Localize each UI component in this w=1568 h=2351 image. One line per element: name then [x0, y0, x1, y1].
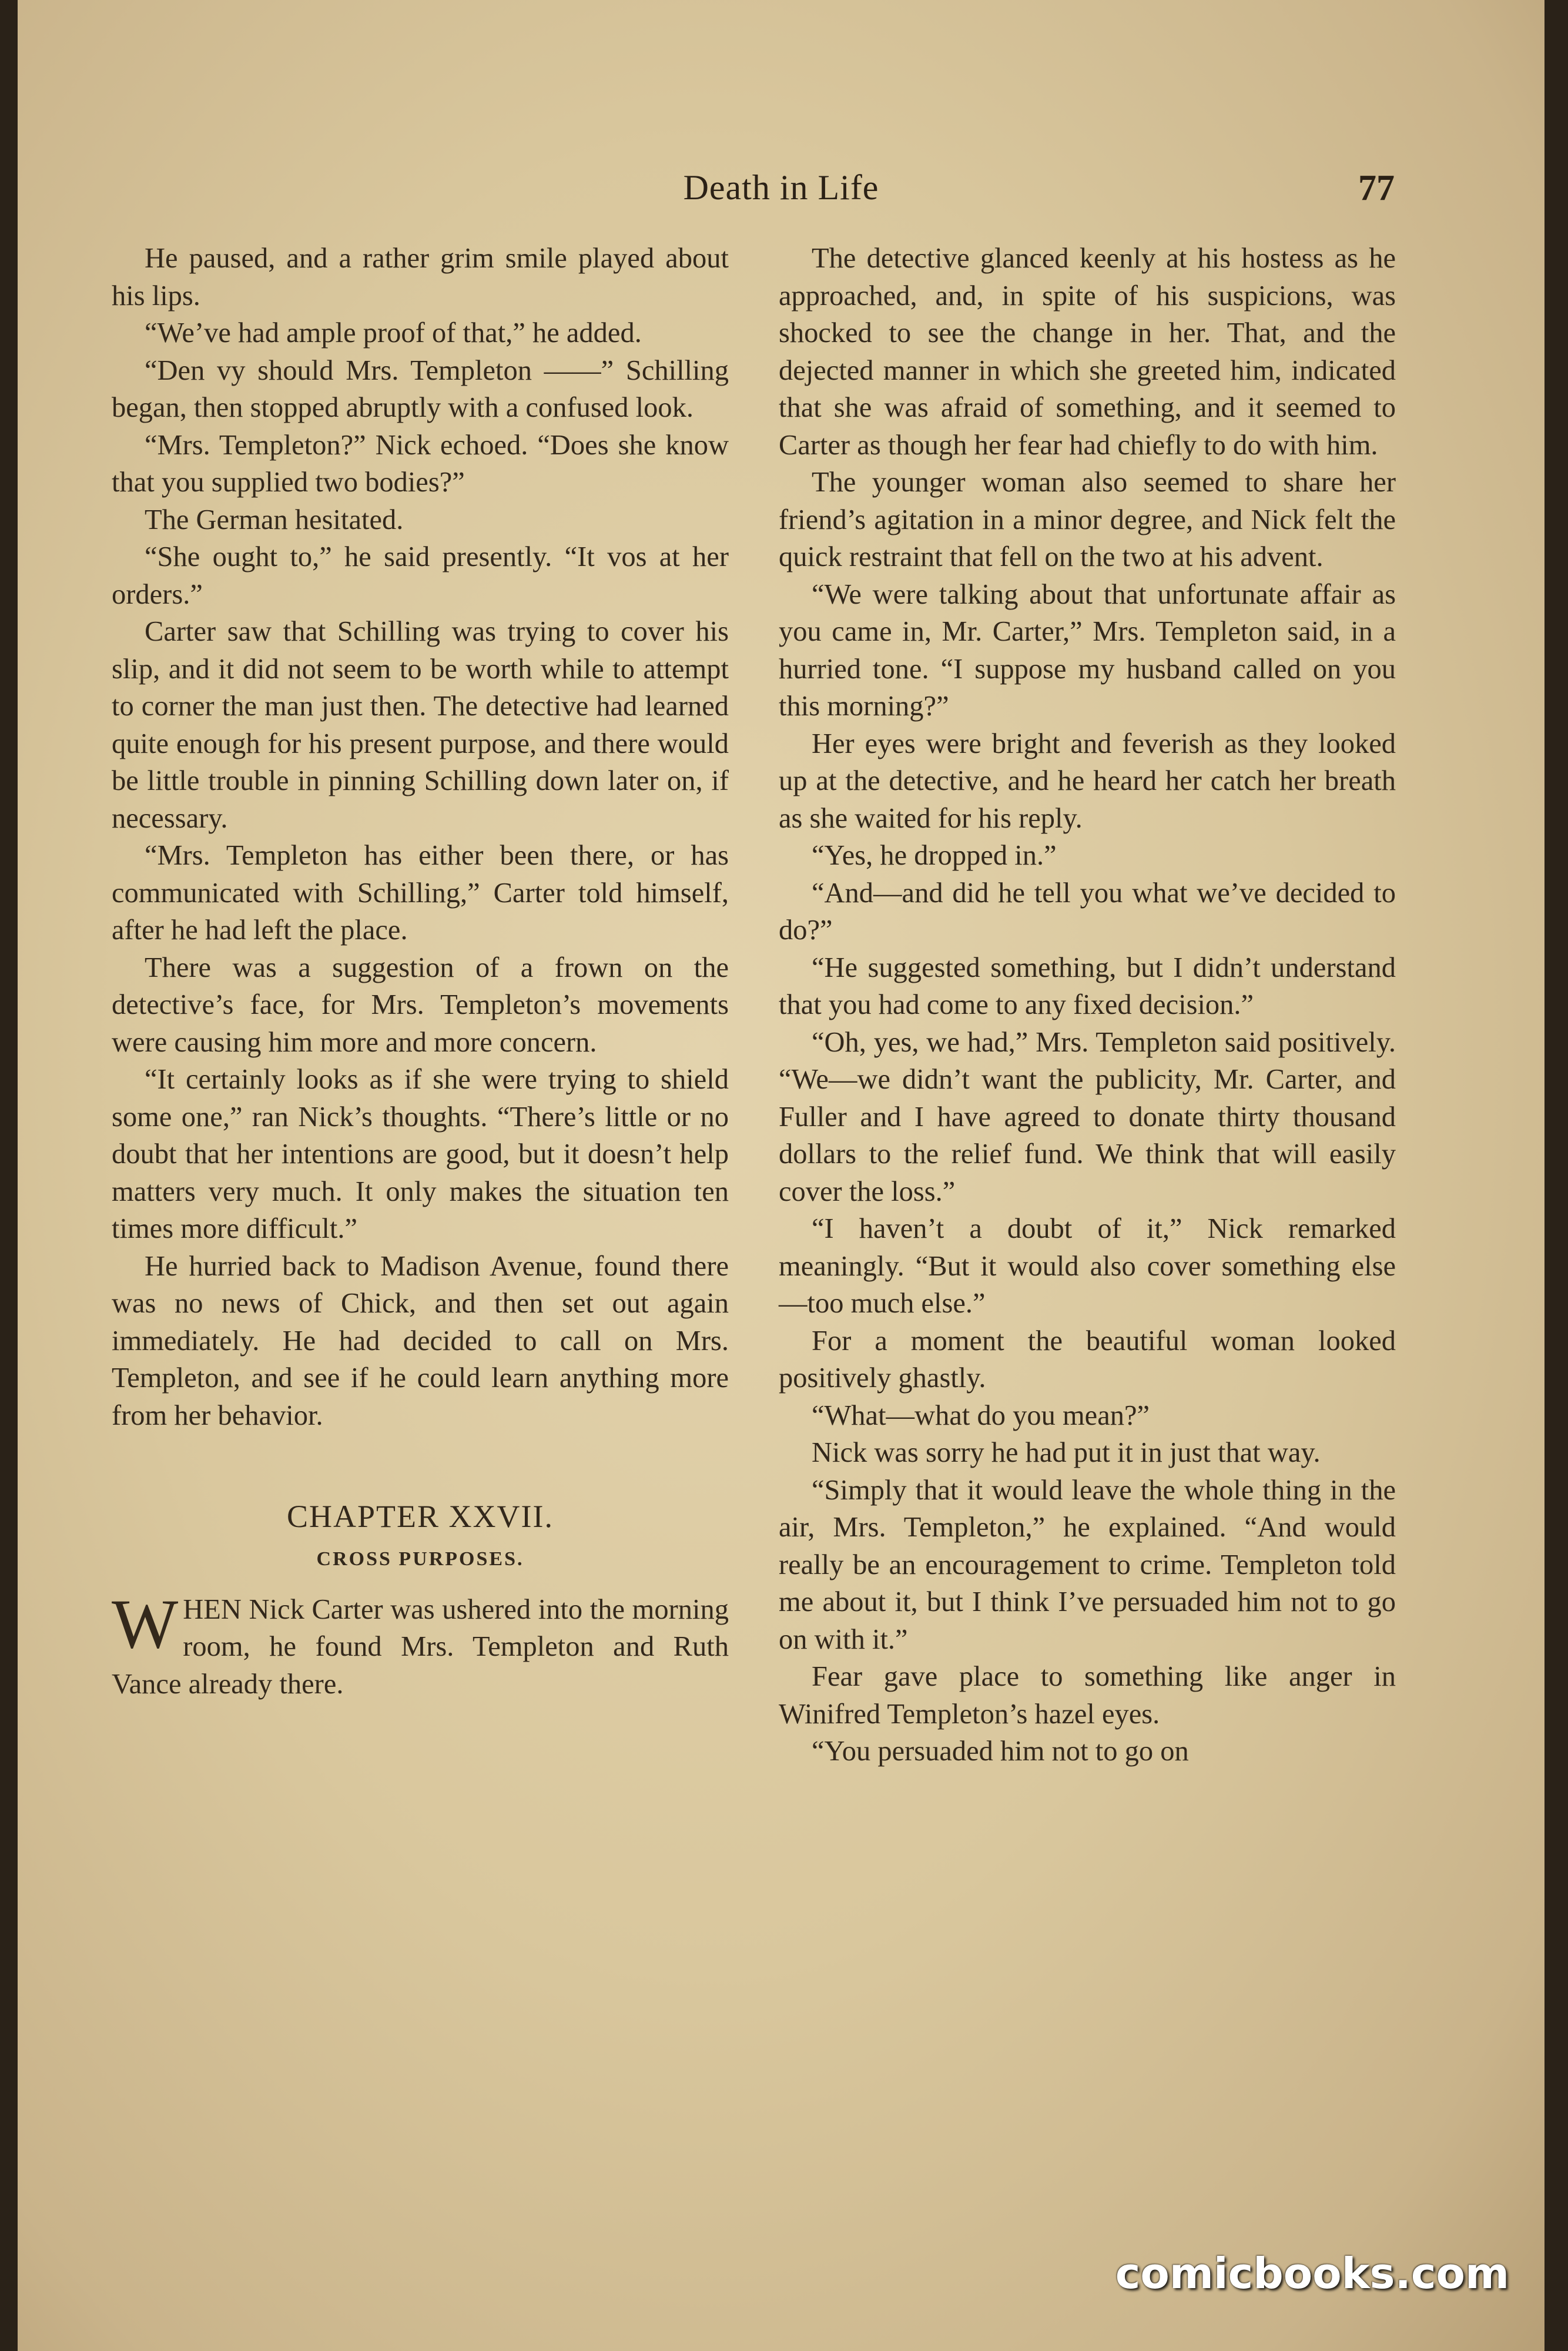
- left-column: [112, 240, 729, 1703]
- paragraph: “Yes, he dropped in.”: [812, 840, 1057, 871]
- paragraph: He hurried back to Madison Avenue, found there was no news of Chick, and then set out again immediately. He had decided to call on Mrs. Templeton, and see if he could learn anything more from her behavior.: [112, 1250, 729, 1431]
- paragraph: He paused, and a rather grim smile played about his lips.: [112, 243, 729, 312]
- paragraph: “I haven’t a doubt of it,” Nick remarked meaningly. “But it would also cover something else—too much else.”: [779, 1213, 1396, 1319]
- paragraph: The detective glanced keenly at his hostess as he approached, and, in spite of his suspicions, was shocked to see the change in her. That, and the dejected manner in which she greeted him, indicated that she was afraid of something, and it seemed to Carter as though her fear had chiefly to do with him.: [779, 243, 1396, 461]
- page-number: 77: [1358, 168, 1395, 208]
- drop-cap: W: [112, 1584, 179, 1663]
- paragraph: “It certainly looks as if she were trying to shield some one,” ran Nick’s thoughts. “There’s little or no doubt that her intentions are good, but it doesn’t help matters very much. It only makes the situation ten times more difficult.”: [112, 1064, 729, 1244]
- paragraph: Nick was sorry he had put it in just that way.: [812, 1437, 1321, 1468]
- running-title: Death in Life: [683, 168, 879, 207]
- paragraph: “We’ve had ample proof of that,” he added.: [145, 317, 642, 349]
- paragraph: “Mrs. Templeton?” Nick echoed. “Does she know that you supplied two bodies?”: [112, 429, 729, 498]
- paragraph: “Oh, yes, we had,” Mrs. Templeton said positively. “We—we didn’t want the publicity, Mr. Carter, and Fuller and I have agreed to donate thirty thousand dollars to the relief fund. We think that will easily cover the loss.”: [779, 1026, 1396, 1207]
- paragraph: “You persuaded him not to go on: [812, 1736, 1189, 1767]
- paragraph: “She ought to,” he said presently. “It vos at her orders.”: [112, 541, 729, 610]
- paragraph: Carter saw that Schilling was trying to cover his slip, and it did not seem to be worth while to attempt to corner the man just then. The detective had learned quite enough for his present purpose, and there would be little trouble in pinning Schilling down later on, if necessary.: [112, 616, 729, 834]
- chapter-opening-paragraph: [112, 1584, 729, 1703]
- paragraph: “Mrs. Templeton has either been there, or has communicated with Schilling,” Carter told himself, after he had left the place.: [112, 840, 729, 946]
- paragraph: The younger woman also seemed to share her friend’s agitation in a minor degree, and Nick felt the quick restraint that fell on the two at his advent.: [779, 467, 1396, 572]
- right-column: [779, 240, 1396, 1770]
- paragraph: “Simply that it would leave the whole thing in the air, Mrs. Templeton,” he explained. “And would really be an encouragement to crime. Templeton told me about it, but I think I’ve persuaded him not to go on with it.”: [779, 1474, 1396, 1655]
- paragraph: Her eyes were bright and feverish as they looked up at the detective, and he heard her catch her breath as she waited for his reply.: [779, 728, 1396, 834]
- page-header: [18, 168, 1544, 220]
- paragraph: “What—what do you mean?”: [812, 1399, 1150, 1431]
- chapter-opening-text: HEN Nick Carter was ushered into the morning room, he found Mrs. Templeton and Ruth Vance already there.: [112, 1593, 729, 1700]
- paragraph: “He suggested something, but I didn’t understand that you had come to any fixed decision.”: [779, 952, 1396, 1020]
- paragraph: “And—and did he tell you what we’ve decided to do?”: [779, 877, 1396, 946]
- chapter-subtitle: CROSS PURPOSES.: [316, 1548, 524, 1570]
- watermark: comicbooks.com: [1115, 2249, 1509, 2298]
- paragraph: “We were talking about that unfortunate affair as you came in, Mr. Carter,” Mrs. Templeton said, in a hurried tone. “I suppose my husband called on you this morning?”: [779, 578, 1396, 722]
- paragraph: There was a suggestion of a frown on the detective’s face, for Mrs. Templeton’s movements were causing him more and more concern.: [112, 952, 729, 1058]
- paragraph: The German hesitated.: [145, 504, 404, 535]
- paragraph: For a moment the beautiful woman looked positively ghastly.: [779, 1325, 1396, 1394]
- chapter-heading: CHAPTER XXVII.: [287, 1499, 554, 1534]
- paragraph: Fear gave place to something like anger in Winifred Templeton’s hazel eyes.: [779, 1661, 1396, 1730]
- paragraph: “Den vy should Mrs. Templeton ——” Schilling began, then stopped abruptly with a confused look.: [112, 354, 729, 423]
- book-page: [18, 0, 1544, 2351]
